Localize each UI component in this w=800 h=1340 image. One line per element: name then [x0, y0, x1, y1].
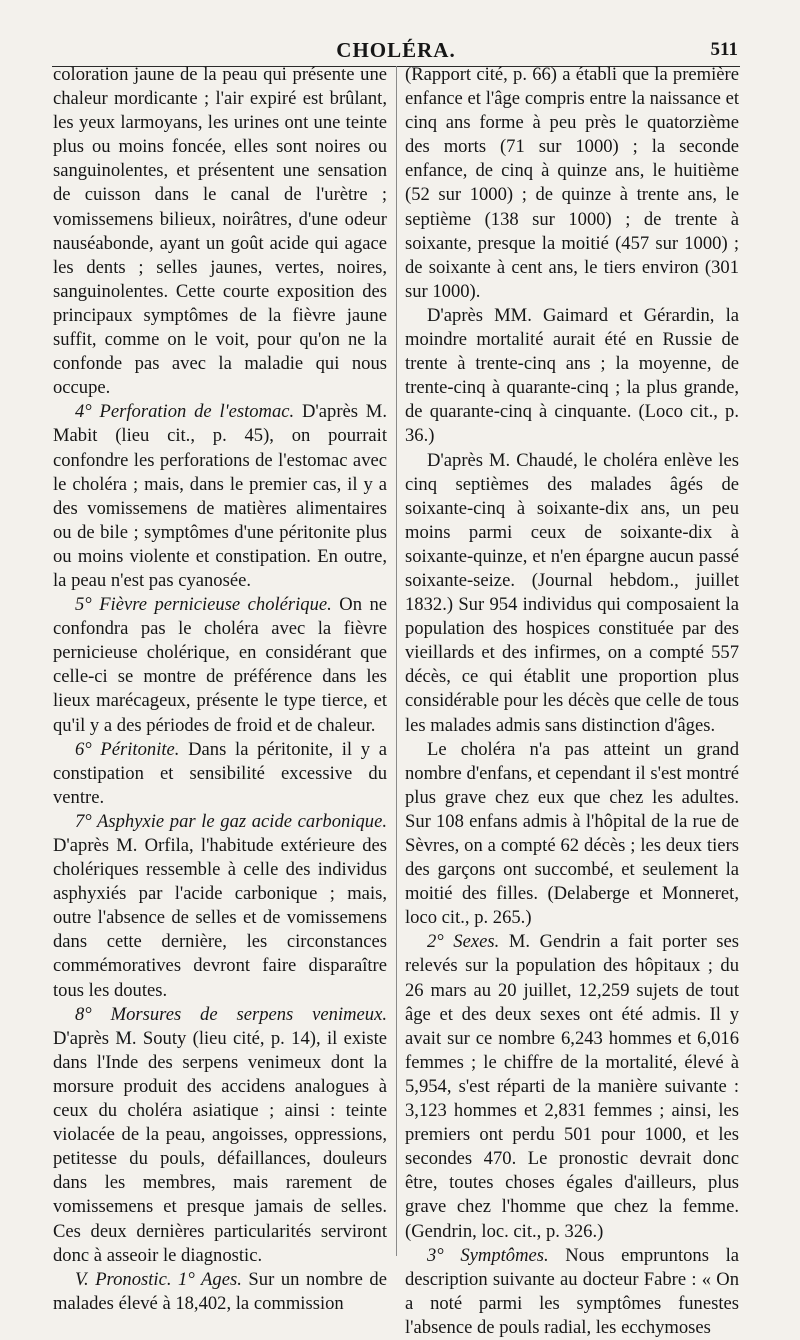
paragraph	[405, 63, 739, 304]
left-column	[53, 63, 388, 1314]
paragraph-text: Sur un nombre de malades élevé à 18,402, la commission	[53, 1268, 387, 1314]
paragraph	[405, 1244, 739, 1340]
paragraph-text: Le choléra n'a pas atteint un grand nombre d'enfans, et cependant il s'est montré plus grave chez eux que chez les adultes. Sur 108 enfans admis à l'hôpital de la rue de Sèvres, on a compté 62 décès ; les deux tiers des garçons ont succombé, et seulement la moitié des filles. (Delaberge et Monneret, loco cit., p. 265.)	[405, 738, 739, 929]
paragraph-text: D'après M. Souty (lieu cité, p. 14), il existe dans l'Inde des serpens venimeux dont la morsure produit des accidens analogues à ceux du choléra asiatique ; ainsi : teinte violacée de la peau, angoisses, oppressions, petitesse du pouls, défaillances, douleurs dans les membres, mais rarement de vomissemens et presque jamais de selles. Ces deux dernières particularités serviront donc à asseoir le diagnostic.	[53, 1027, 387, 1266]
section-heading: 5° Fièvre pernicieuse cholérique.	[75, 594, 332, 616]
section-heading: V. Pronostic. 1° Ages.	[75, 1268, 242, 1290]
column-rule	[396, 66, 397, 1256]
paragraph	[53, 400, 387, 593]
paragraph	[53, 810, 387, 1003]
page-number: 511	[710, 39, 738, 60]
paragraph	[405, 930, 739, 1243]
paragraph	[405, 738, 739, 931]
section-heading: 4° Perforation de l'estomac.	[75, 401, 295, 423]
paragraph	[405, 304, 739, 449]
paragraph	[53, 63, 387, 400]
paragraph-text: D'après M. Orfila, l'habitude extérieure des cholériques ressemble à celle des individus asphyxiés par l'acide carbonique ; mais, outre l'absence de selles et de vomissemens dans cette dernière, les circonstances commémoratives devront faire disparaître tous les doutes.	[53, 835, 387, 1001]
paragraph	[53, 593, 387, 738]
section-heading: 6° Péritonite.	[75, 738, 180, 760]
paragraph-text: On ne confondra pas le choléra avec la fièvre pernicieuse cholérique, en considérant que celle-ci se montre de préférence dans les lieux marécageux, présente le type tierce, et qu'il y a des périodes de froid et de chaleur.	[53, 594, 388, 736]
right-column	[405, 63, 740, 1338]
section-heading: 3° Symptômes.	[427, 1244, 549, 1266]
paragraph-text: coloration jaune de la peau qui présente une chaleur mordicante ; l'air expiré est brûlant, les yeux larmoyans, les urines ont une teinte plus ou moins foncée, elles sont noires ou sanguinolentes, et présentent une sensation de cuisson dans le canal de l'urètre ; vomissemens bilieux, noirâtres, d'une odeur nauséabonde, ayant un goût acide qui agace les dents ; selles jaunes, vertes, noires, sanguinolentes. Cette courte exposition des principaux symptômes de la fièvre jaune suffit, comme on le voit, pour qu'on ne la confonde pas avec la maladie qui nous occupe.	[53, 64, 387, 399]
running-header	[52, 30, 740, 67]
paragraph-text: D'après M. Mabit (lieu cit., p. 45), on pourrait confondre les perforations de l'estomac avec le choléra ; mais, dans le premier cas, il y a des vomissemens de matières alimentaires ou de bile ; symptômes d'une péritonite plus ou moins violente et constipation. En outre, la peau n'est pas cyanosée.	[53, 401, 387, 591]
paragraph	[53, 1268, 387, 1316]
section-heading: 2° Sexes.	[427, 931, 500, 953]
paragraph-text: Dans la péritonite, il y a constipation et sensibilité excessive du ventre.	[53, 738, 387, 808]
paragraph-text: Nous empruntons la description suivante au docteur Fabre : « On a noté parmi les symptômes funestes l'absence de pouls radial, les ecchymoses	[405, 1244, 739, 1338]
paragraph	[405, 449, 739, 738]
paragraph-text: D'après MM. Gaimard et Gérardin, la moindre mortalité aurait été en Russie de trente à trente-cinq ans ; la moyenne, de trente-cinq à quarante-cinq ; la plus grande, de quarante-cinq à cinquante. (Loco cit., p. 36.)	[405, 304, 739, 447]
section-heading: 7° Asphyxie par le gaz acide carbonique.	[75, 810, 387, 832]
section-heading: 8° Morsures de serpens venimeux.	[75, 1003, 387, 1025]
paragraph-text: M. Gendrin a fait porter ses relevés sur la population des hôpitaux ; du 26 mars au 20 juillet, 12,259 sujets de tout âge et des deux sexes ont été admis. Il y avait sur ce nombre 6,243 hommes et 6,016 femmes ; le chiffre de la mortalité, élevé à 5,954, s'est réparti de la manière suivante : 3,123 hommes et 2,831 femmes ; ainsi, les premiers ont perdu 501 pour 1000, et les secondes 470. Le pronostic devrait donc être, toutes choses égales d'ailleurs, plus grave chez l'homme que chez la femme. (Gendrin, loc. cit., p. 326.)	[405, 931, 740, 1242]
paragraph	[53, 738, 387, 810]
paragraph-text: (Rapport cité, p. 66) a établi que la première enfance et l'âge compris entre la naissance et cinq ans forme à peu près le quatorzième des morts (71 sur 1000) ; la seconde enfance, de cinq à quinze ans, le huitième (52 sur 1000) ; de quinze à trente ans, le septième (138 sur 1000) ; de trente à soixante, presque la moitié (457 sur 1000) ; de soixante à cent ans, le tiers environ (301 sur 1000).	[405, 64, 739, 302]
running-title: CHOLÉRA.	[336, 38, 456, 62]
paragraph	[53, 1003, 387, 1268]
paragraph-text: D'après M. Chaudé, le choléra enlève les cinq septièmes des malades âgés de soixante-cinq à soixante-dix ans, un peu moins parmi ceux de soixante-dix à soixante-quinze, et n'en épargne aucun passé soixante-seize. (Journal hebdom., juillet 1832.) Sur 954 individus qui composaient la population des hospices constituée par des vieillards et des infirmes, on a compté 557 décès, ce qui établit une proportion plus considérable pour les décès que celle de tous les malades admis sans distinction d'âges.	[405, 449, 739, 736]
